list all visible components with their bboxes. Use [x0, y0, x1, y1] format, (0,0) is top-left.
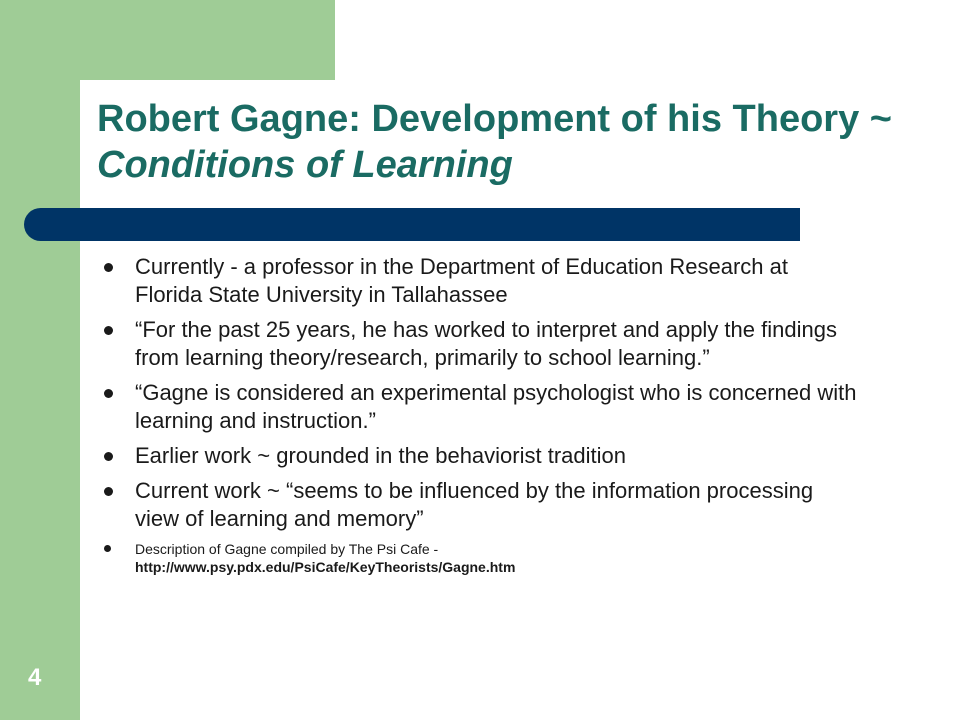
source-text: Description of Gagne compiled by The Psi Cafe -: [135, 541, 439, 557]
source-citation: [100, 540, 860, 576]
bullet-item: Current work ~ “seems to be influenced by the information processing view of learning and memory”: [100, 477, 860, 533]
left-green-bar: [0, 0, 80, 720]
title-divider-bar: [24, 208, 800, 241]
slide-title: [97, 96, 917, 188]
slide-number: 4: [28, 664, 42, 691]
source-url: http://www.psy.pdx.edu/PsiCafe/KeyTheorists/Gagne.htm: [135, 559, 516, 575]
slide-title-main: Robert Gagne: Development of his Theory ~: [97, 98, 892, 140]
bullet-item: Currently - a professor in the Department of Education Research at Florida State University in Tallahassee: [100, 253, 860, 309]
slide-title-italic: Conditions of Learning: [97, 144, 513, 186]
bullet-item: “Gagne is considered an experimental psychologist who is concerned with learning and instruction.”: [100, 379, 860, 435]
bullet-item: Earlier work ~ grounded in the behaviorist tradition: [100, 442, 860, 470]
bullet-list: [100, 253, 860, 583]
bullet-item: “For the past 25 years, he has worked to interpret and apply the findings from learning theory/research, primarily to school learning.”: [100, 316, 860, 372]
top-green-block: [80, 0, 335, 80]
